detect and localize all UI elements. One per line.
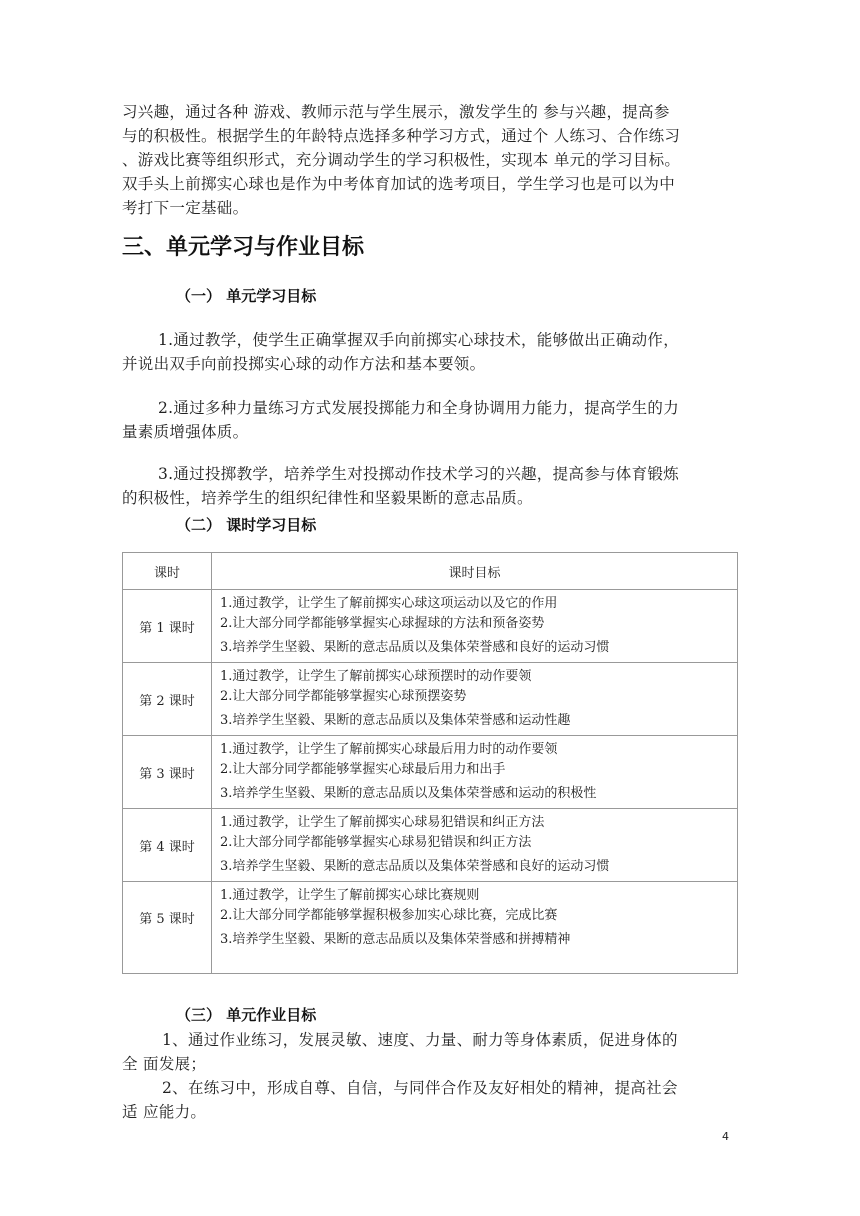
homework-goal-line: 全 面发展； — [122, 1055, 207, 1073]
unit-goal-item — [122, 328, 727, 376]
lesson-goals — [212, 590, 738, 663]
section-title: 三、单元学习与作业目标 — [122, 235, 365, 260]
lesson-goal-line: 1.通过教学，让学生了解前掷实心球比赛规则 — [220, 888, 480, 903]
page-number: 4 — [722, 1130, 729, 1143]
subsection-title-lesson-goals: （二） 课时学习目标 — [176, 516, 317, 534]
table-header-row — [123, 553, 738, 590]
lesson-goals — [212, 809, 738, 882]
lesson-goal-line: 2.让大部分同学都能够掌握实心球握球的方法和预备姿势 — [220, 616, 545, 631]
lesson-label: 第 3 课时 — [123, 736, 212, 809]
homework-goal-line: 1、通过作业练习，发展灵敏、速度、力量、耐力等身体素质，促进身体的 — [162, 1031, 678, 1049]
lesson-goal-line: 2.让大部分同学都能够掌握积极参加实心球比赛，完成比赛 — [220, 908, 558, 923]
table-row — [123, 663, 738, 736]
unit-goal-line: 2.通过多种力量练习方式发展投掷能力和全身协调用力能力，提高学生的力 — [158, 399, 679, 417]
lesson-goals — [212, 736, 738, 809]
intro-line: 考打下一定基础。 — [122, 199, 249, 217]
homework-goal-item — [122, 1076, 727, 1124]
unit-goal-line: 量素质增强体质。 — [122, 423, 249, 441]
lesson-goal-line: 2.让大部分同学都能够掌握实心球易犯错误和纠正方法 — [220, 835, 532, 850]
homework-goal-line: 2、在练习中，形成自尊、自信，与同伴合作及友好相处的精神，提高社会 — [162, 1079, 678, 1097]
unit-goal-line: 并说出双手向前投掷实心球的动作方法和基本要领。 — [122, 355, 486, 373]
unit-goal-item — [122, 462, 727, 510]
lesson-label: 第 2 课时 — [123, 663, 212, 736]
lesson-goal-line: 1.通过教学，让学生了解前掷实心球易犯错误和纠正方法 — [220, 815, 545, 830]
lesson-goal-line: 2.让大部分同学都能够掌握实心球预摆姿势 — [220, 689, 467, 704]
table-row — [123, 736, 738, 809]
lesson-goal-line: 3.培养学生坚毅、果断的意志品质以及集体荣誉感和良好的运动习惯 — [220, 640, 610, 655]
intro-line: 习兴趣，通过各种 游戏、教师示范与学生展示，激发学生的 参与兴趣，提高参 — [122, 103, 670, 121]
unit-goal-line: 3.通过投掷教学，培养学生对投掷动作技术学习的兴趣，提高参与体育锻炼 — [158, 465, 679, 483]
lesson-goal-line: 1.通过教学，让学生了解前掷实心球预摆时的动作要领 — [220, 669, 532, 684]
lesson-goals — [212, 882, 738, 974]
lesson-goal-line: 1.通过教学，让学生了解前掷实心球最后用力时的动作要领 — [220, 742, 558, 757]
unit-goal-line: 1.通过教学，使学生正确掌握双手向前掷实心球技术，能够做出正确动作， — [158, 331, 679, 349]
table-header-lesson: 课时 — [123, 553, 212, 590]
lesson-goal-line: 3.培养学生坚毅、果断的意志品质以及集体荣誉感和运动的积极性 — [220, 786, 597, 801]
lesson-goal-line: 3.培养学生坚毅、果断的意志品质以及集体荣誉感和良好的运动习惯 — [220, 859, 610, 874]
homework-goal-line: 适 应能力。 — [122, 1103, 207, 1121]
lesson-goal-line: 3.培养学生坚毅、果断的意志品质以及集体荣誉感和运动性趣 — [220, 713, 571, 728]
intro-line: 双手头上前掷实心球也是作为中考体育加试的选考项目，学生学习也是可以为中 — [122, 175, 676, 193]
lesson-label: 第 5 课时 — [123, 882, 212, 974]
lesson-label: 第 4 课时 — [123, 809, 212, 882]
lesson-label: 第 1 课时 — [123, 590, 212, 663]
lesson-goal-line: 2.让大部分同学都能够掌握实心球最后用力和出手 — [220, 762, 506, 777]
homework-goal-item — [122, 1028, 727, 1076]
lesson-goal-line: 3.培养学生坚毅、果断的意志品质以及集体荣誉感和拼搏精神 — [220, 932, 571, 947]
table-row — [123, 809, 738, 882]
table-header-goals: 课时目标 — [212, 553, 738, 590]
intro-line: 与的积极性。根据学生的年龄特点选择多种学习方式，通过个 人练习、合作练习 — [122, 127, 681, 145]
unit-goal-item — [122, 396, 727, 444]
intro-line: 、游戏比赛等组织形式，充分调动学生的学习积极性，实现本 单元的学习目标。 — [122, 151, 681, 169]
table-row — [123, 590, 738, 663]
subsection-title-unit-goals: （一） 单元学习目标 — [176, 287, 317, 305]
unit-goal-line: 的积极性，培养学生的组织纪律性和坚毅果断的意志品质。 — [122, 489, 533, 507]
lesson-goals-table — [122, 552, 738, 974]
table-row — [123, 882, 738, 974]
lesson-goal-line: 1.通过教学，让学生了解前掷实心球这项运动以及它的作用 — [220, 596, 558, 611]
subsection-title-homework-goals: （三） 单元作业目标 — [176, 1006, 317, 1024]
lesson-goals — [212, 663, 738, 736]
